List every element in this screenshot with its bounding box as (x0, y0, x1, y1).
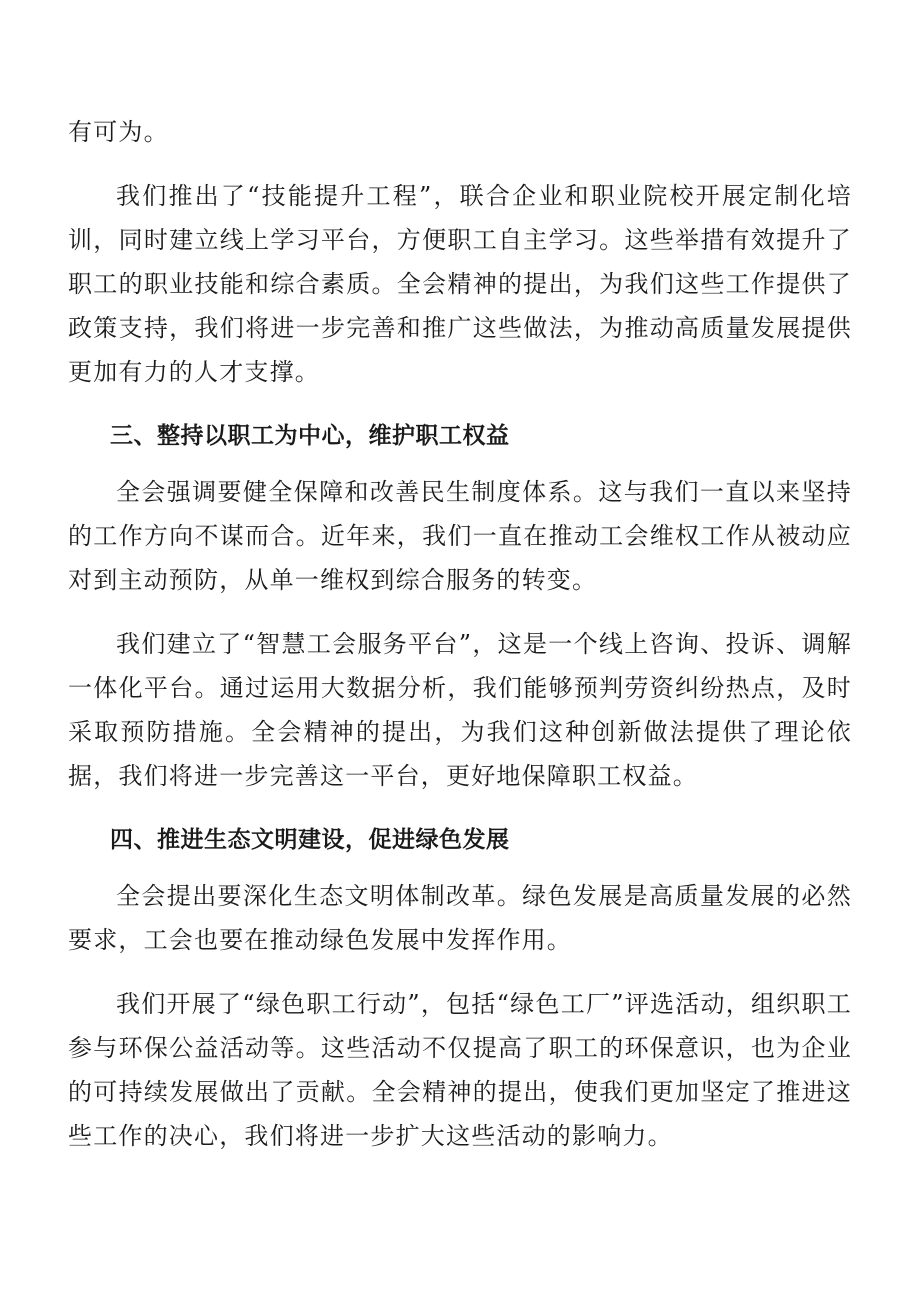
paragraph-livelihood: 全会强调要健全保障和改善民生制度体系。这与我们一直以来坚持的工作方向不谋而合。近年来，我们一直在推动工会维权工作从被动应对到主动预防，从单一维权到综合服务的转变。 (68, 478, 852, 594)
section-heading-three: 三、整持以职工为中心，维护职工权益 (110, 423, 510, 449)
paragraph-ecological-reform: 全会提出要深化生态文明体制改革。绿色发展是高质量发展的必然要求，工会也要在推动绿色发展中发挥作用。 (68, 882, 852, 954)
paragraph-skills-project: 我们推出了“技能提升工程”，联合企业和职业院校开展定制化培训，同时建立线上学习平台，方便职工自主学习。这些举措有效提升了职工的职业技能和综合素质。全会精神的提出，为我们这些工作提供了政策支持，我们将进一步完善和推广这些做法，为推动高质量发展提供更加有力的人才支撑。 (68, 182, 852, 386)
paragraph-smart-union-platform: 我们建立了“智慧工会服务平台”，这是一个线上咨询、投诉、调解一体化平台。通过运用大数据分析，我们能够预判劳资纠纷热点，及时采取预防措施。全会精神的提出，为我们这种创新做法提供了理论依据，我们将进一步完善这一平台，更好地保障职工权益。 (68, 630, 852, 790)
paragraph-gap (68, 602, 852, 622)
paragraph-gap (68, 458, 852, 470)
paragraph-gap (68, 394, 852, 414)
paragraph-gap (68, 962, 852, 982)
paragraph-gap (68, 862, 852, 874)
section-heading-four: 四、推进生态文明建设，促进绿色发展 (110, 827, 510, 853)
paragraph-gap (68, 154, 852, 174)
paragraph-green-action: 我们开展了“绿色职工行动”，包括“绿色工厂”评选活动，组织职工参与环保公益活动等。这些活动不仅提高了职工的环保意识，也为企业的可持续发展做出了贡献。全会精神的提出，使我们更加坚定了推进这些工作的决心，我们将进一步扩大这些活动的影响力。 (68, 990, 852, 1150)
paragraph-gap (68, 798, 852, 818)
paragraph-continuation: 有可为。 (68, 118, 169, 146)
